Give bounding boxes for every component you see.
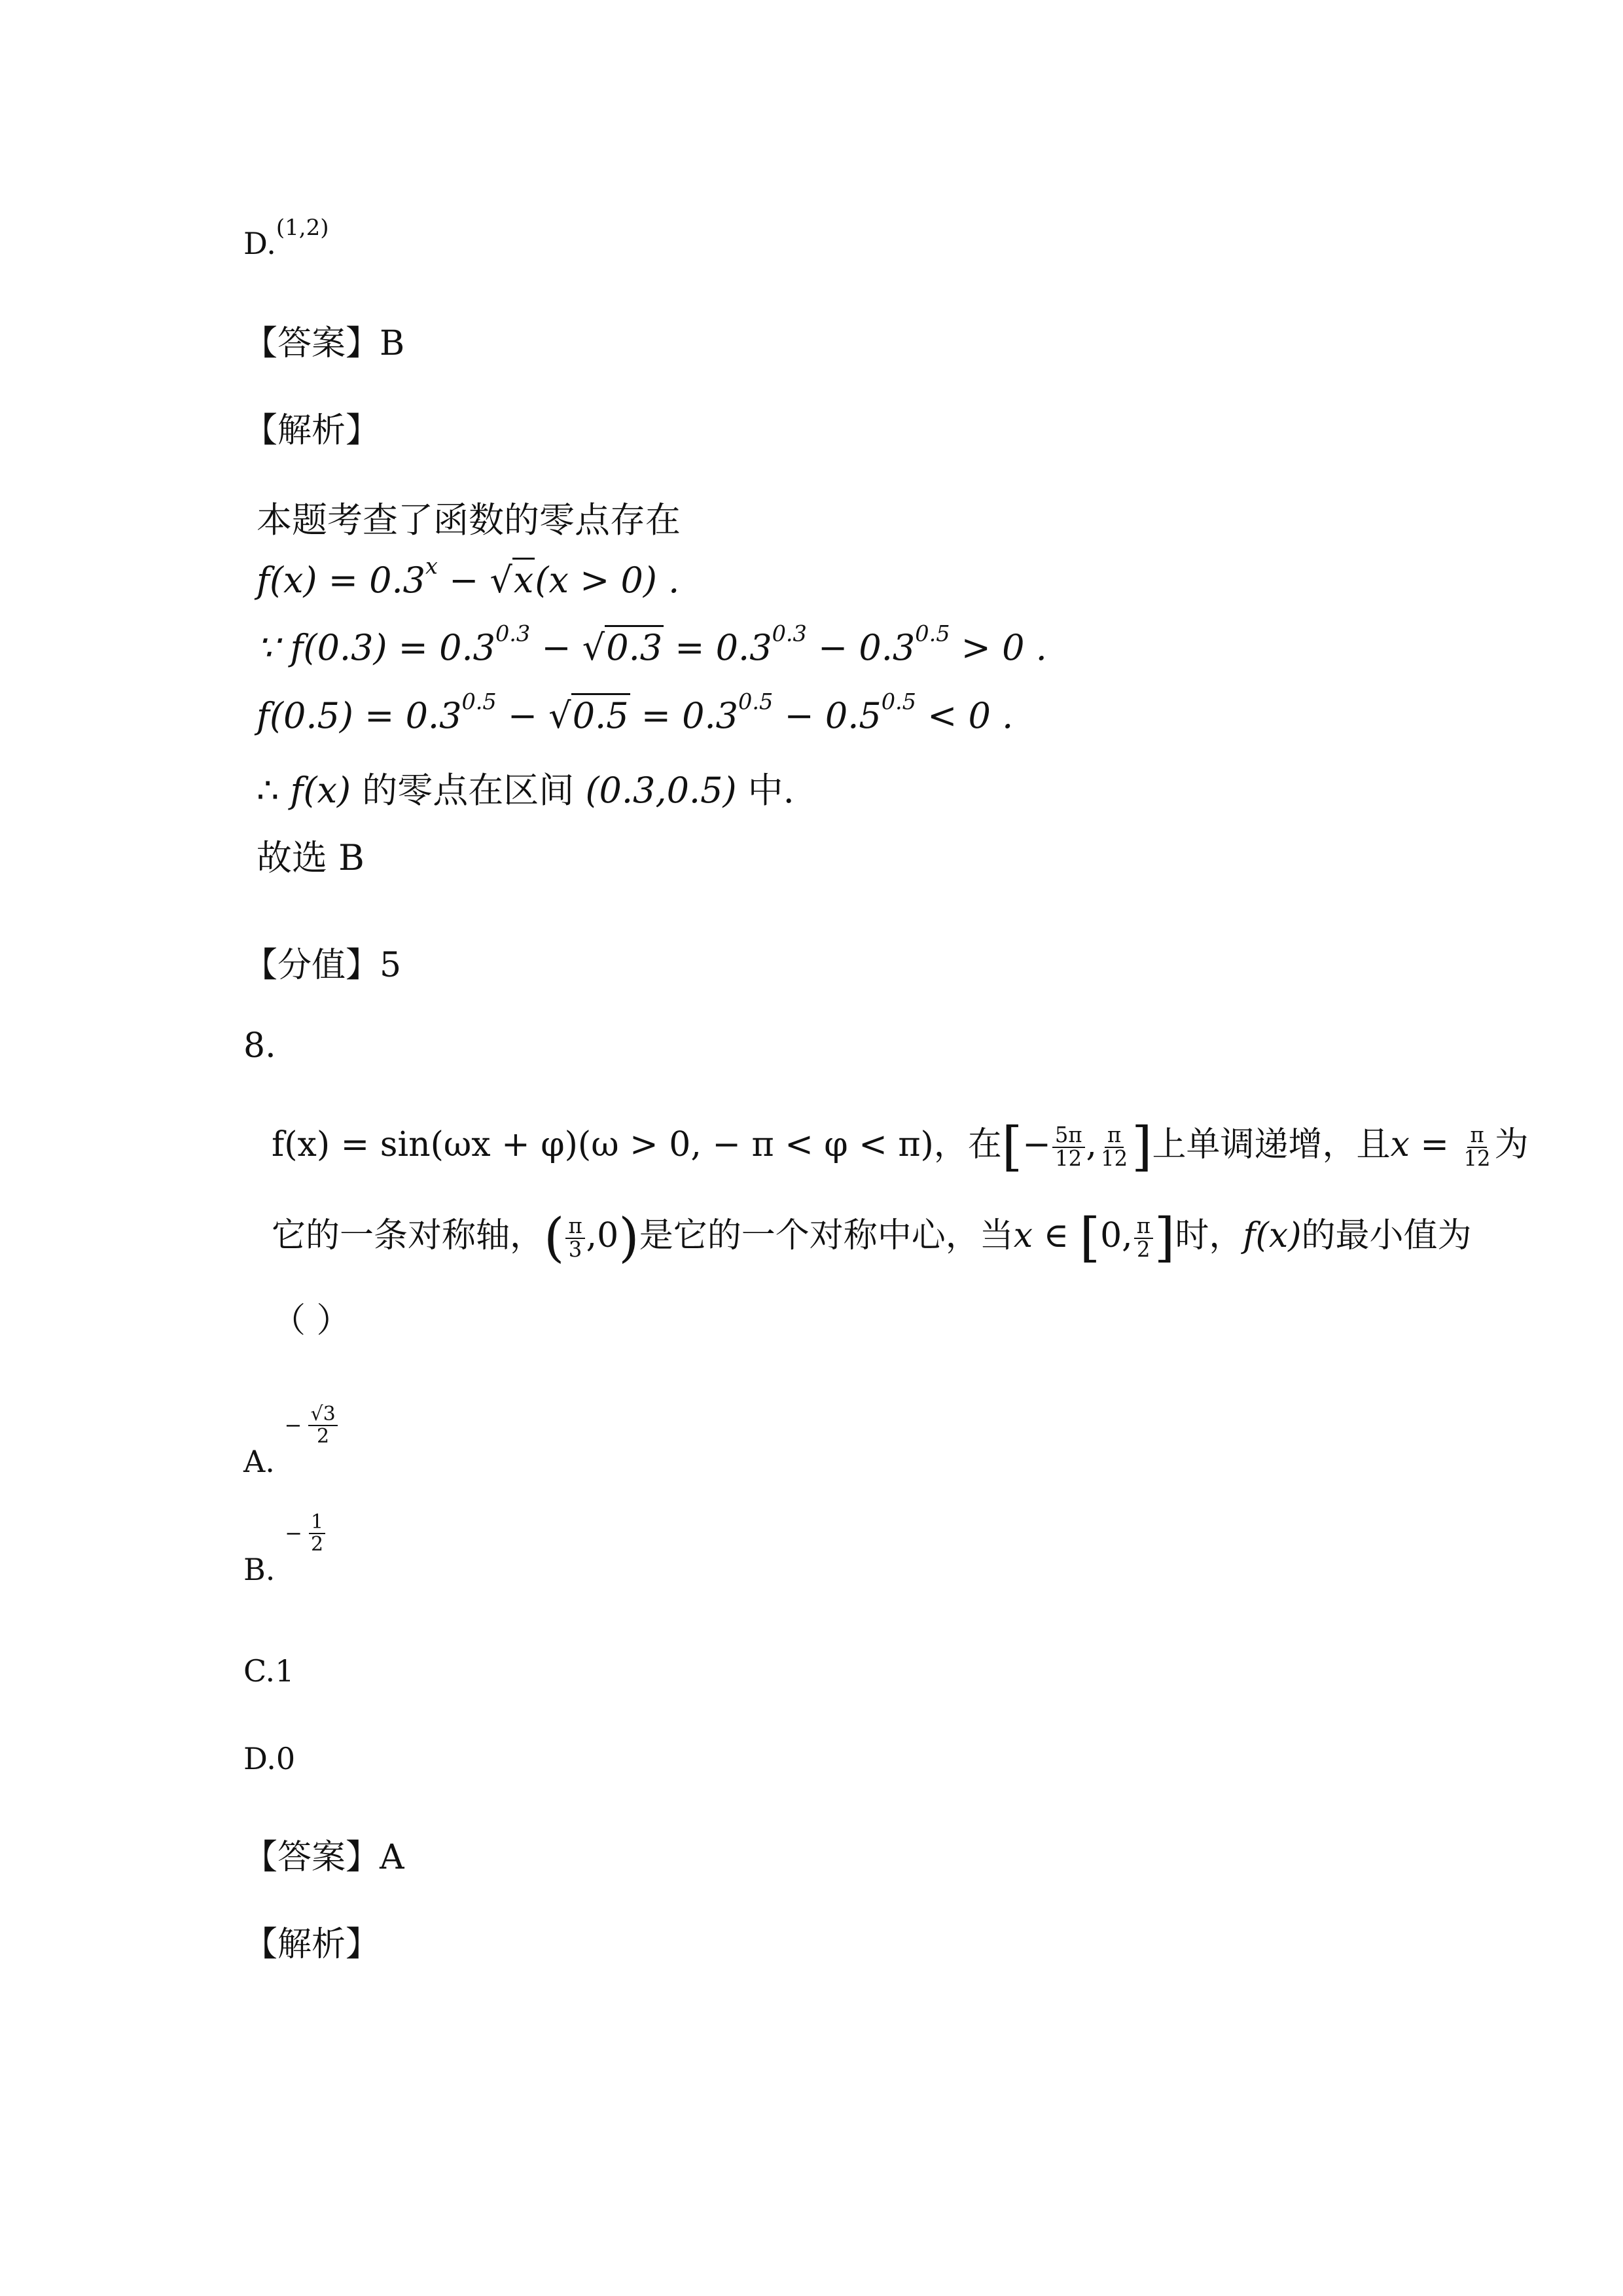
exponent: 0.5	[461, 689, 497, 715]
option-d	[243, 215, 329, 261]
formula-part: f(x) = 0.3	[257, 560, 426, 601]
formula-part: ,0	[586, 1216, 619, 1255]
solution-line-3	[257, 620, 1047, 668]
formula-part: > 0 .	[950, 627, 1047, 668]
option-label: B.	[243, 1552, 276, 1587]
solution-line-2	[257, 553, 680, 601]
function-symbol: f(x)	[1243, 1216, 1302, 1255]
formula-part: − 0.3	[806, 627, 916, 668]
minus-sign: −	[1022, 1125, 1051, 1164]
text-part: 时，	[1175, 1216, 1243, 1255]
option-d	[243, 1741, 295, 1776]
text-part: 它的一条对称轴，	[272, 1216, 544, 1255]
exponent: x	[425, 553, 438, 579]
formula-part: 0,	[1100, 1216, 1133, 1255]
function-symbol: f(x)	[290, 770, 351, 811]
denominator: 2	[1137, 1236, 1150, 1262]
option-label: D.	[243, 1741, 276, 1776]
answer-row	[243, 1829, 404, 1878]
formula-part: x =	[1390, 1125, 1460, 1164]
score-value: 5	[380, 946, 402, 985]
exponent: 0.3	[772, 620, 807, 647]
formula-part: (x > 0) .	[535, 560, 680, 601]
formula-part: ∴	[257, 770, 291, 811]
formula-part: ∵ f(0.3) = 0.3	[257, 627, 495, 668]
formula-part: = 0.3	[664, 627, 772, 668]
fraction	[309, 1512, 325, 1554]
answer-tag: 【答案】	[243, 1838, 380, 1877]
numerator: 1	[309, 1512, 325, 1534]
numerator: π	[1134, 1215, 1153, 1239]
denominator: 2	[317, 1424, 330, 1448]
numerator: π	[1105, 1124, 1124, 1148]
formula-part: = 0.3	[630, 695, 739, 736]
interval: (0.3,0.5)	[585, 770, 737, 811]
sqrt: √x	[490, 560, 535, 601]
formula-part: f(0.5) = 0.3	[257, 695, 462, 736]
option-label: C.	[243, 1653, 276, 1689]
denominator: 2	[311, 1532, 324, 1556]
numerator: √3	[308, 1404, 337, 1426]
solution-line-4	[257, 689, 1014, 736]
text-part: 的零点在区间	[351, 770, 586, 811]
option-value: 1	[275, 1653, 294, 1689]
option-b	[243, 1511, 325, 1587]
exponent: 0.3	[495, 620, 531, 647]
exponent: 0.5	[738, 689, 774, 715]
exponent: 0.5	[881, 689, 916, 715]
numerator: π	[1467, 1124, 1486, 1148]
analysis-tag: 【解析】	[243, 1925, 380, 1964]
option-a	[243, 1403, 338, 1479]
fraction	[1098, 1124, 1130, 1170]
option-value: (1,2)	[276, 215, 329, 242]
sqrt: √0.5	[548, 695, 630, 736]
score-row	[243, 937, 401, 986]
numerator: 5π	[1052, 1124, 1085, 1148]
solution-line-1: 本题考查了函数的零点存在	[257, 499, 681, 541]
option-label: A.	[243, 1444, 275, 1479]
text-part: 上单调递增，且	[1152, 1125, 1391, 1164]
fraction	[1461, 1124, 1493, 1170]
minus-sign: −	[284, 1412, 302, 1438]
solution-line-5	[257, 762, 794, 813]
sqrt-arg: x	[512, 558, 535, 601]
text-part: 中.	[736, 770, 794, 811]
denominator: 3	[568, 1236, 582, 1262]
question-number: 8.	[243, 1026, 276, 1066]
formula-part: −	[496, 695, 549, 736]
sqrt-arg: 0.5	[571, 693, 630, 736]
formula-part: −	[530, 627, 582, 668]
fraction	[308, 1404, 337, 1446]
formula-part: < 0 .	[916, 695, 1014, 736]
denominator: 12	[1463, 1145, 1491, 1171]
analysis-tag: 【解析】	[243, 411, 380, 450]
answer-tag: 【答案】	[243, 324, 380, 363]
text-part: 是它的一个对称中心，当	[639, 1216, 1014, 1255]
text-part: 的最小值为	[1301, 1216, 1472, 1255]
denominator: 12	[1101, 1145, 1128, 1171]
numerator: π	[565, 1215, 584, 1239]
answer-value: B	[380, 324, 405, 363]
denominator: 12	[1055, 1145, 1082, 1171]
text-part: 为	[1494, 1125, 1529, 1164]
option-value: 0	[276, 1741, 296, 1776]
sqrt: √0.3	[582, 627, 664, 668]
minus-sign: −	[285, 1520, 302, 1546]
formula-part: −	[437, 560, 490, 601]
option-value	[284, 1404, 337, 1446]
score-tag: 【分值】	[243, 946, 380, 985]
answer-value: A	[380, 1838, 404, 1877]
fraction	[1134, 1215, 1153, 1261]
fraction	[1052, 1124, 1085, 1170]
fraction	[565, 1215, 584, 1261]
formula-part: f(x) = sin(ωx + φ)(ω > 0, − π < φ < π)，在	[272, 1125, 1002, 1164]
formula-part: − 0.5	[773, 695, 882, 736]
question-line-3: （ ）	[272, 1301, 351, 1340]
question-line-2: 它的一条对称轴，( $\frac{\pi}{3}$ ,0)是它的一个对称中心，当x ∈ [0, $\frac{\pi}{2}$ ]时，f(x)的最小值为	[272, 1207, 1472, 1269]
formula-part: x ∈	[1013, 1216, 1080, 1255]
question-line-1: f(x) = sin(ωx + φ)(ω > 0, − π < φ < π)，在[− $\frac{5\pi}{12}$ , $\frac{\pi}{12}$ ]上单调递增，且x = $\frac{\pi}{12}$ 为	[272, 1116, 1529, 1178]
solution-line-6: 故选 B	[257, 837, 365, 878]
option-c	[243, 1653, 294, 1689]
exponent: 0.5	[915, 620, 950, 647]
option-value	[285, 1512, 325, 1554]
answer-row	[243, 315, 404, 365]
option-label: D.	[243, 226, 276, 261]
sqrt-arg: 0.3	[605, 625, 664, 668]
